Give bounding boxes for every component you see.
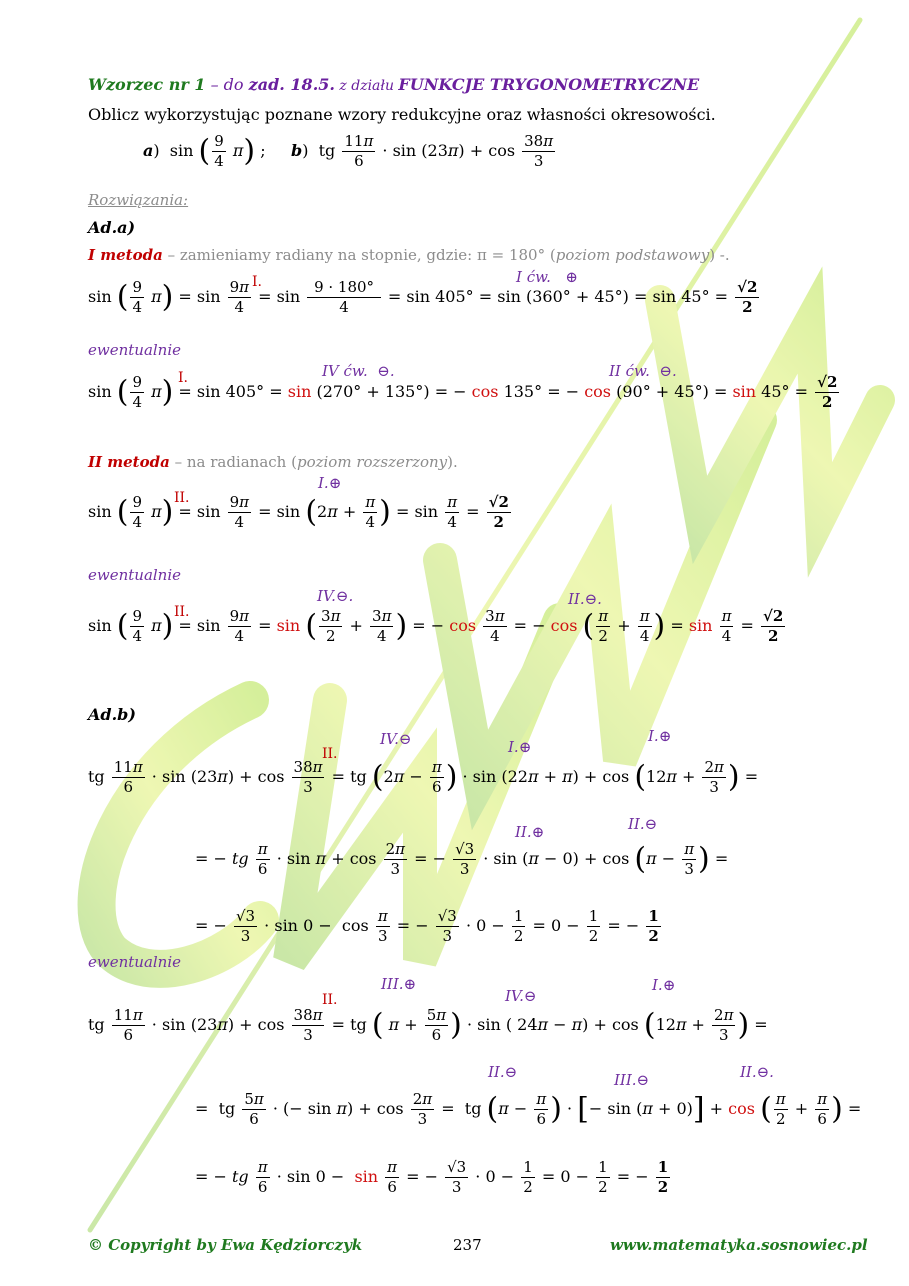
annot-iv-cw: IV ćw. ⊖.	[322, 362, 395, 380]
method-2-line	[88, 452, 458, 472]
annot-i-plus: I.⊕	[318, 474, 342, 492]
annot-ii-cw: II ćw. ⊖.	[609, 362, 677, 380]
ewentualnie-1: ewentualnie	[88, 341, 182, 359]
equation-b2: = − tg $\frac{\pi}{6}$ · sin π + cos $\frac{2\pi}{3}$ = − $\frac{√3}{3}$ · sin (π − 0) + cos (π − $\frac{\pi}{3}$ ) =	[195, 840, 729, 878]
wzorzec-label: Wzorzec nr 1	[88, 75, 206, 94]
method-2-end: ).	[447, 453, 458, 471]
ref-ii-2: II.	[174, 604, 190, 620]
ref-ii-b1: II.	[322, 746, 338, 762]
page-number: 237	[453, 1236, 482, 1254]
topic-label: FUNKCJE TRYGONOMETRYCZNE	[398, 75, 700, 94]
equation-b3: = − $\frac{√3}{3}$ · sin 0 − cos $\frac{\pi}{3}$ = − $\frac{√3}{3}$ · 0 − $\frac{1}{2}$ = 0 − $\frac{1}{2}$ = − $\frac{1}{2}$	[195, 907, 659, 945]
ad-b-label: Ad.b)	[88, 705, 136, 724]
annot-b1-i2: I.⊕	[648, 727, 672, 745]
task-expressions: a) sin ( $\frac{9}{4}$ π) ; b) tg $\frac{11\pi}{6}$ · sin (23π) + cos $\frac{38\pi}{3}$	[143, 132, 554, 170]
method-2-label: II metoda	[88, 453, 170, 471]
ref-i: I.	[252, 274, 262, 290]
rozwiazania-label: Rozwiązania:	[88, 191, 189, 209]
ref-i-2: I.	[178, 370, 188, 386]
equation-a2: sin ( $\frac{9}{4}$ π) = sin 405° = sin (270° + 135°) = − cos 135° = − cos (90° + 45°) = sin 45° = $\frac{√2}{2}$	[88, 373, 838, 411]
annot-b2-ii2: II.⊖	[628, 815, 658, 833]
annot-i-cw: I ćw. ⊕	[516, 268, 578, 286]
dzialu-text: z działu	[334, 78, 399, 94]
ewentualnie-2: ewentualnie	[88, 566, 182, 584]
ad-a-label: Ad.a)	[88, 218, 136, 237]
annot-b5-ii2: II.⊖.	[740, 1063, 774, 1081]
method-1-line	[88, 245, 730, 265]
annot-b4-iii: III.⊕	[381, 975, 417, 993]
annot-b5-iii: III.⊖	[614, 1071, 650, 1089]
method-1-text: – zamieniamy radiany na stopnie, gdzie: π = 180° (	[162, 246, 556, 264]
annot-b5-ii: II.⊖	[488, 1063, 518, 1081]
equation-b6: = − tg $\frac{\pi}{6}$ · sin 0 − sin $\frac{\pi}{6}$ = − $\frac{√3}{3}$ · 0 − $\frac{1}{2}$ = 0 − $\frac{1}{2}$ = − $\frac{1}{2}$	[195, 1158, 669, 1196]
do-text: – do	[205, 75, 249, 94]
ref-ii: II.	[174, 490, 190, 506]
equation-a1: sin ( $\frac{9}{4}$ π) = sin $\frac{9\pi}{4}$ = sin $\frac{9 \cdot 180^\circ}{4}$ = sin 405° = sin (360° + 45°) = sin 45° = $\frac{√2}{2}$	[88, 278, 758, 316]
equation-b1: tg $\frac{11\pi}{6}$ · sin (23π) + cos $\frac{38\pi}{3}$ = tg (2π − $\frac{\pi}{6}$ ) · sin (22π + π) + cos (12π + $\frac{2\pi}{3}$ ) =	[88, 758, 759, 796]
method-1-label: I metoda	[88, 246, 163, 264]
annot-b2-ii: II.⊕	[515, 823, 545, 841]
method-1-end: ) -.	[709, 246, 730, 264]
footer-site-link[interactable]: www.matematyka.sosnowiec.pl	[610, 1236, 868, 1254]
annot-b4-i: I.⊕	[652, 976, 676, 994]
zad-label: zad. 18.5.	[248, 75, 335, 94]
equation-a3: sin ( $\frac{9}{4}$ π) = sin $\frac{9\pi}{4}$ = sin (2π + $\frac{\pi}{4}$ ) = sin $\frac{\pi}{4}$ = $\frac{√2}{2}$	[88, 493, 509, 531]
annot-b1-i: I.⊕	[508, 738, 532, 756]
method-2-level: poziom rozszerzony	[296, 453, 448, 471]
header-line	[88, 75, 699, 96]
annot-b1-iv: IV.⊖	[380, 730, 412, 748]
ewentualnie-3: ewentualnie	[88, 953, 182, 971]
ref-ii-b4: II.	[322, 992, 338, 1008]
method-1-level: poziom podstawowy	[555, 246, 710, 264]
annot-b4-iv: IV.⊖	[505, 987, 537, 1005]
task-text: Oblicz wykorzystując poznane wzory redukcyjne oraz własności okresowości.	[88, 105, 716, 124]
equation-b4: tg $\frac{11\pi}{6}$ · sin (23π) + cos $\frac{38\pi}{3}$ = tg ( π + $\frac{5\pi}{6}$ ) · sin ( 24π − π) + cos (12π + $\frac{2\pi}{3}$ ) =	[88, 1006, 768, 1044]
equation-a4: sin ( $\frac{9}{4}$ π) = sin $\frac{9\pi}{4}$ = sin ( $\frac{3\pi}{2}$ + $\frac{3\pi}{4}$ ) = − cos $\frac{3\pi}{4}$ = − cos ( $\frac{\pi}{2}$ + $\frac{\pi}{4}$ ) = sin $\frac{\pi}{4}$ = $\frac{√2}{2}$	[88, 607, 784, 645]
method-2-text: – na radianach (	[169, 453, 297, 471]
footer-copyright: © Copyright by Ewa Kędziorczyk	[88, 1236, 363, 1254]
annot-ii-minus: II.⊖.	[568, 590, 602, 608]
annot-iv-minus: IV.⊖.	[317, 587, 354, 605]
equation-b5: = tg $\frac{5\pi}{6}$ · (− sin π) + cos $\frac{2\pi}{3}$ = tg (π − $\frac{\pi}{6}$ ) · [− sin (π + 0)] + cos ( $\frac{\pi}{2}$ + $\frac{\pi}{6}$ ) =	[195, 1090, 862, 1128]
